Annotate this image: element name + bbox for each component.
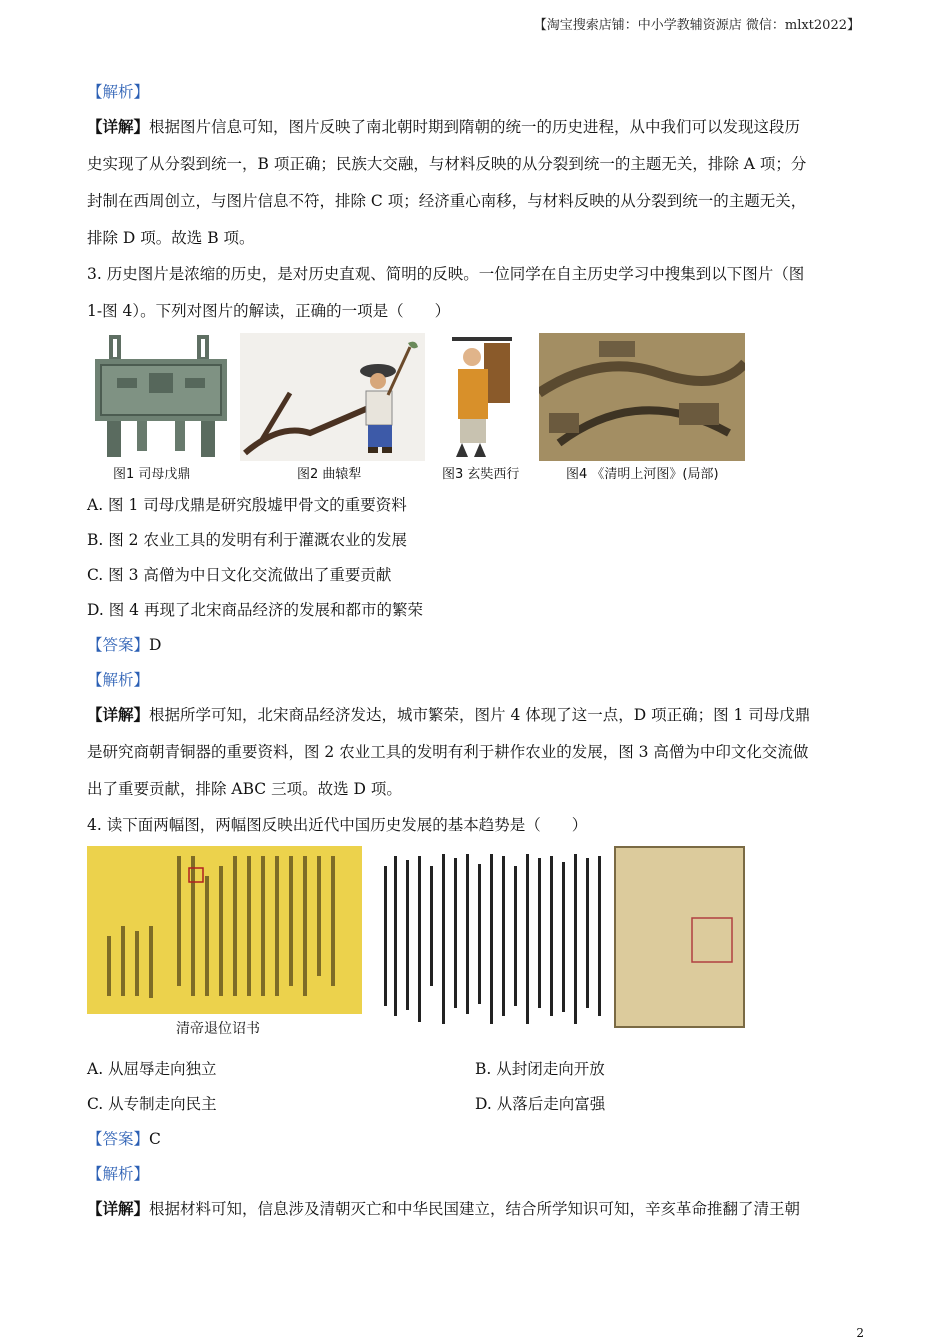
q3-option-c: C. 图 3 高僧为中日文化交流做出了重要贡献 xyxy=(87,566,392,584)
q3-detail-line-1: 【详解】根据所学可知，北宋商品经济发达，城市繁荣，图片 4 体现了这一点，D 项正确；图 1 司母戊鼎 xyxy=(87,705,811,724)
q3-analysis-tag: 【解析】 xyxy=(87,671,150,689)
abdication-edict-image xyxy=(87,846,362,1014)
q4-option-d: D. 从落后走向富强 xyxy=(475,1095,606,1113)
q2-analysis-tag: 【解析】 xyxy=(87,83,150,101)
q2-detail-line-3: 封制在西周创立，与图片信息不符，排除 C 项；经济重心南移，与材料反映的从分裂到统一的主题无关， xyxy=(87,192,807,210)
q2-detail-line-1: 【详解】根据图片信息可知，图片反映了南北朝时期到隋朝的统一的历史进程，从中我们可以发现这段历 xyxy=(87,117,801,136)
fig3-caption: 图3 玄奘西行 xyxy=(442,467,520,482)
q3-detail-line-3: 出了重要贡献，排除 ABC 三项。故选 D 项。 xyxy=(87,780,402,798)
simuwu-ding-image xyxy=(87,333,235,461)
xuanzang-image xyxy=(432,333,524,461)
q2-detail-line-2: 史实现了从分裂到统一，B 项正确；民族大交融，与材料反映的从分裂到统一的主题无关，排除 A 项；分 xyxy=(87,155,807,173)
q4-option-a: A. 从屈辱走向独立 xyxy=(87,1060,217,1078)
header-note: 【淘宝搜索店铺：中小学教辅资源店 微信：mlxt2022】 xyxy=(533,18,860,33)
q3-option-d: D. 图 4 再现了北宋商品经济的发展和都市的繁荣 xyxy=(87,601,423,619)
q4-option-b: B. 从封闭走向开放 xyxy=(475,1060,605,1078)
q2-detail-line-4: 排除 D 项。故选 B 项。 xyxy=(87,229,255,247)
qingming-painting-image xyxy=(539,333,745,461)
q4-stem: 4. 读下面两幅图，两幅图反映出近代中国历史发展的基本趋势是（ ） xyxy=(87,816,588,834)
q4-analysis-tag: 【解析】 xyxy=(87,1165,150,1183)
q3-stem-line-1: 3. 历史图片是浓缩的历史，是对历史直观、简明的反映。一位同学在自主历史学习中搜集到以下图片（图 xyxy=(87,265,805,283)
q3-option-a: A. 图 1 司母戊鼎是研究殷墟甲骨文的重要资料 xyxy=(87,496,407,514)
fig1-caption: 图1 司母戊鼎 xyxy=(113,467,191,482)
fig2-caption: 图2 曲辕犁 xyxy=(297,467,362,482)
provisional-constitution-cover-image xyxy=(614,846,745,1028)
q3-option-b: B. 图 2 农业工具的发明有利于灌溉农业的发展 xyxy=(87,531,407,549)
q4-caption: 清帝退位诏书 xyxy=(176,1021,260,1037)
q3-stem-line-2: 1-图 4）。下列对图片的解读，正确的一项是（ ） xyxy=(87,302,451,320)
q4-option-c: C. 从专制走向民主 xyxy=(87,1095,217,1113)
q4-detail-line-1: 【详解】根据材料可知，信息涉及清朝灭亡和中华民国建立，结合所学知识可知，辛亥革命推翻了清王朝 xyxy=(87,1199,801,1218)
q2-detail-tag: 【详解】 xyxy=(87,117,150,136)
q4-answer: 【答案】C xyxy=(87,1130,161,1148)
fig4-caption: 图4 《清明上河图》(局部) xyxy=(566,467,719,482)
q3-answer: 【答案】D xyxy=(87,636,162,654)
quyuan-plough-image xyxy=(240,333,425,461)
page-number: 2 xyxy=(856,1326,864,1340)
q3-detail-line-2: 是研究商朝青铜器的重要资料，图 2 农业工具的发明有利于耕作农业的发展，图 3 高僧为中印文化交流做 xyxy=(87,743,809,761)
provisional-constitution-text-image xyxy=(378,846,610,1028)
